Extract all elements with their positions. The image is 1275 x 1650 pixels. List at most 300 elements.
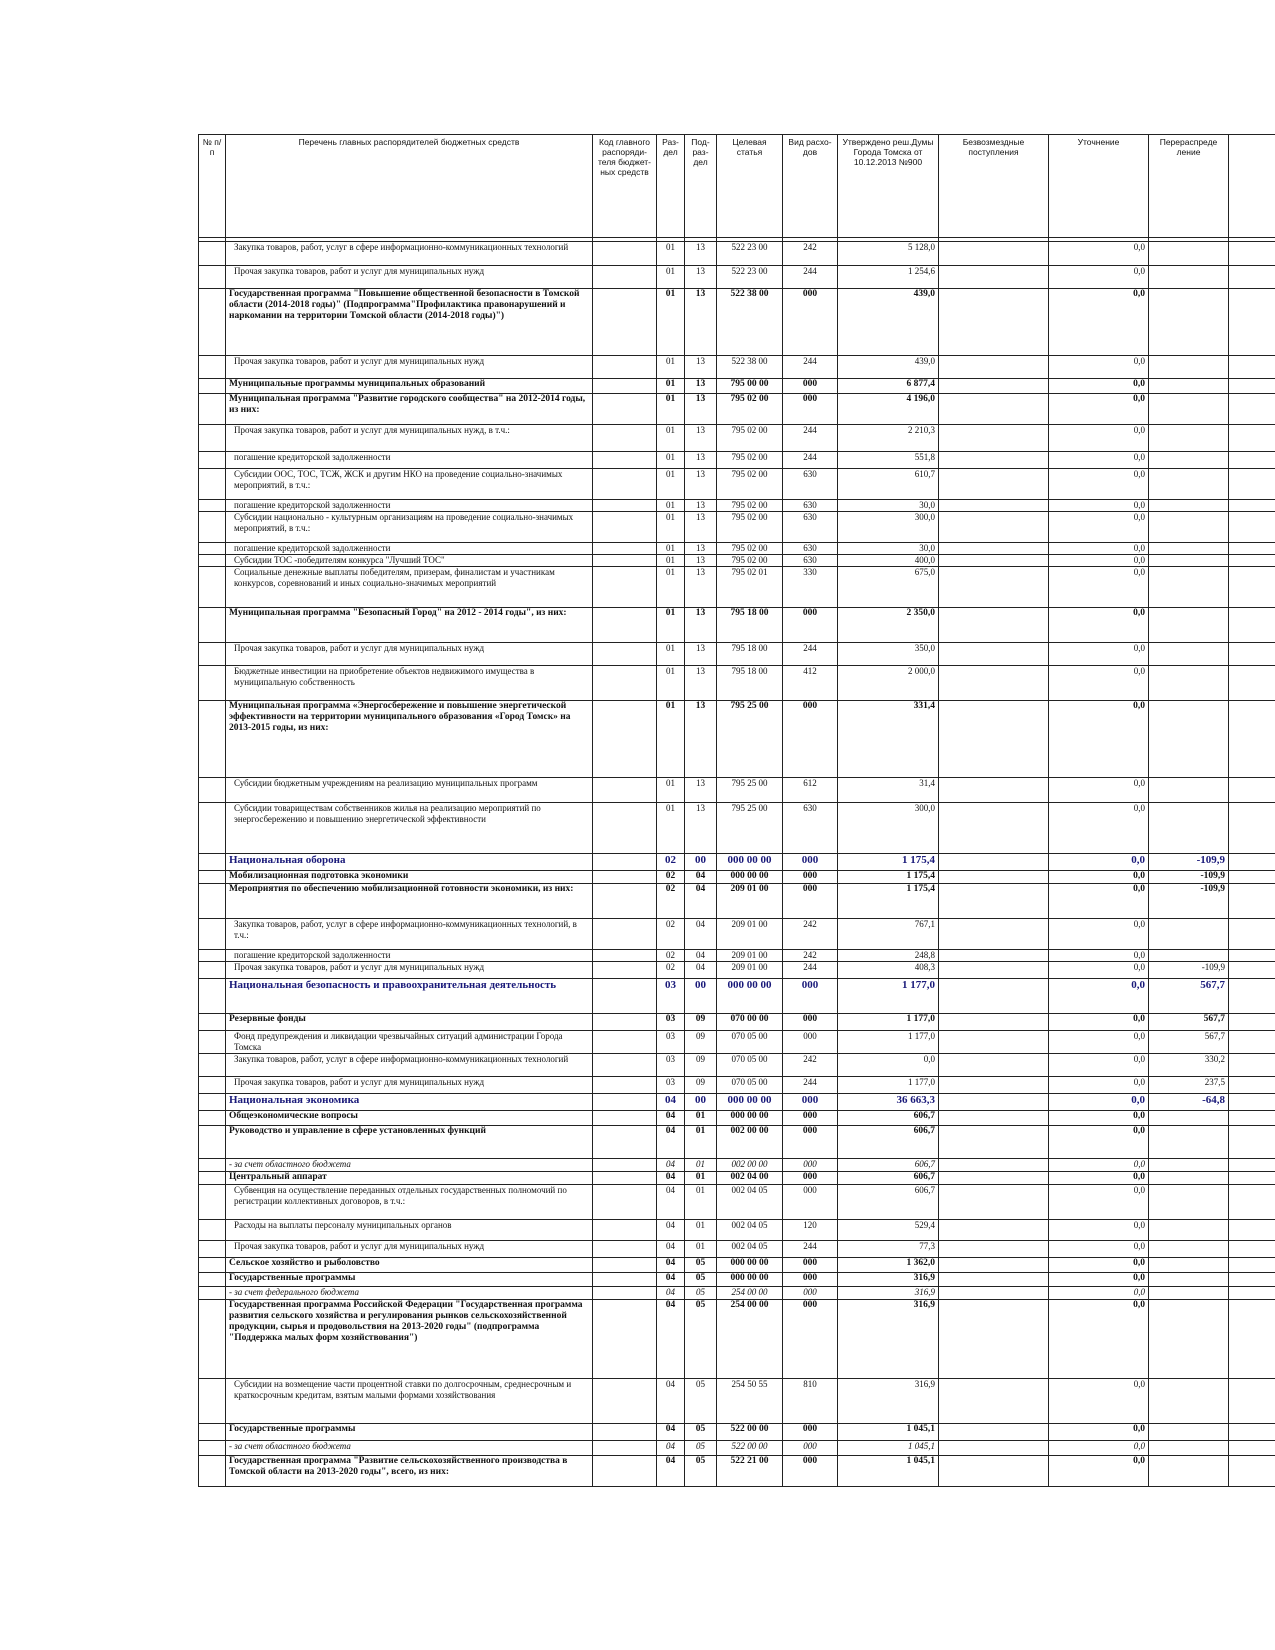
row-cs-code: 795 25 00 (717, 778, 783, 803)
row-name: Закупка товаров, работ, услуг в сфере информационно-коммуникационных технологий (226, 242, 593, 266)
table-body (199, 242, 1275, 1487)
row-approved-value: 606,7 (838, 1172, 939, 1185)
row-no (199, 394, 226, 425)
row-name: - за счет областного бюджета (226, 1159, 593, 1172)
row-pr-code: 13 (685, 701, 717, 778)
row-gratis-value (939, 425, 1049, 452)
row-gr-code (593, 289, 657, 356)
row-cs-code: 000 00 00 (717, 871, 783, 884)
row-pr-code: 13 (685, 803, 717, 854)
row-approved-value: 1 177,0 (838, 979, 939, 1014)
row-no (199, 1031, 226, 1054)
row-no (199, 1300, 226, 1379)
row-vr-code: 000 (783, 289, 838, 356)
row-redistr-value (1149, 608, 1229, 643)
row-gr-code (593, 555, 657, 567)
row-cs-code: 522 21 00 (717, 1456, 783, 1487)
row-redistr-value: 330,2 (1149, 1054, 1229, 1077)
row-name: Общеэкономические вопросы (226, 1111, 593, 1126)
row-refine-value: 0,0 (1049, 512, 1149, 543)
table-row (199, 1159, 1275, 1172)
row-gratis-value (939, 1241, 1049, 1258)
row-extra (1229, 512, 1275, 543)
row-refine-value: 0,0 (1049, 567, 1149, 608)
row-vr-code: 000 (783, 1094, 838, 1111)
row-name: Субсидии бюджетным учреждениям на реализацию муниципальных программ (226, 778, 593, 803)
row-pr-code: 05 (685, 1379, 717, 1424)
row-redistr-value (1149, 425, 1229, 452)
row-name: Государственные программы (226, 1424, 593, 1441)
table-row (199, 1094, 1275, 1111)
row-gratis-value (939, 979, 1049, 1014)
row-gratis-value (939, 1014, 1049, 1031)
row-refine-value: 0,0 (1049, 1126, 1149, 1159)
row-name: Руководство и управление в сфере установленных функций (226, 1126, 593, 1159)
row-rz-code: 01 (657, 379, 685, 394)
row-gr-code (593, 452, 657, 469)
row-approved-value: 400,0 (838, 555, 939, 567)
row-name: Прочая закупка товаров, работ и услуг для муниципальных нужд, в т.ч.: (226, 425, 593, 452)
row-name: Муниципальная программа «Энергосбережение и повышение энергетической эффективности на территории муниципального образования «Город Томск» на 2013-2015 годы, из них: (226, 701, 593, 778)
row-pr-code: 01 (685, 1159, 717, 1172)
row-cs-code: 795 18 00 (717, 608, 783, 643)
row-name: Государственная программа "Повышение общественной безопасности в Томской области (2014-2018 годы)" (Подпрограмма"Профилактика правонарушений и наркомании на территории Томской области (2014-2018 годы)") (226, 289, 593, 356)
row-refine-value: 0,0 (1049, 1185, 1149, 1220)
row-vr-code: 000 (783, 701, 838, 778)
row-rz-code: 03 (657, 1031, 685, 1054)
row-gr-code (593, 854, 657, 871)
row-gr-code (593, 1172, 657, 1185)
row-name: - за счет федерального бюджета (226, 1287, 593, 1300)
row-redistr-value (1149, 512, 1229, 543)
row-gratis-value (939, 1273, 1049, 1287)
row-cs-code: 522 23 00 (717, 266, 783, 289)
row-vr-code: 000 (783, 1287, 838, 1300)
table-row (199, 1077, 1275, 1094)
row-vr-code: 000 (783, 1111, 838, 1126)
row-redistr-value (1149, 289, 1229, 356)
row-refine-value: 0,0 (1049, 555, 1149, 567)
row-gr-code (593, 778, 657, 803)
row-name: Субсидии ТОС -победителям конкурса "Лучший ТОС" (226, 555, 593, 567)
row-redistr-value: -109,9 (1149, 962, 1229, 979)
row-extra (1229, 1172, 1275, 1185)
row-gr-code (593, 1111, 657, 1126)
row-no (199, 666, 226, 701)
row-gratis-value (939, 1220, 1049, 1241)
row-approved-value: 300,0 (838, 512, 939, 543)
row-name: - за счет областного бюджета (226, 1441, 593, 1456)
row-rz-code: 01 (657, 512, 685, 543)
row-no (199, 854, 226, 871)
table-row (199, 1300, 1275, 1379)
row-extra (1229, 919, 1275, 950)
row-extra (1229, 266, 1275, 289)
row-redistr-value (1149, 1241, 1229, 1258)
row-extra (1229, 778, 1275, 803)
row-extra (1229, 643, 1275, 666)
row-no (199, 1014, 226, 1031)
row-name: Расходы на выплаты персоналу муниципальных органов (226, 1220, 593, 1241)
row-rz-code: 04 (657, 1094, 685, 1111)
row-approved-value: 30,0 (838, 500, 939, 512)
row-vr-code: 000 (783, 1126, 838, 1159)
row-approved-value: 408,3 (838, 962, 939, 979)
row-cs-code: 209 01 00 (717, 884, 783, 919)
row-extra (1229, 1441, 1275, 1456)
row-approved-value: 606,7 (838, 1126, 939, 1159)
row-cs-code: 002 04 05 (717, 1185, 783, 1220)
row-no (199, 950, 226, 962)
row-refine-value: 0,0 (1049, 500, 1149, 512)
row-gratis-value (939, 1111, 1049, 1126)
row-gratis-value (939, 962, 1049, 979)
table-row (199, 512, 1275, 543)
row-approved-value: 1 177,0 (838, 1014, 939, 1031)
row-gratis-value (939, 289, 1049, 356)
row-vr-code: 000 (783, 1258, 838, 1273)
row-extra (1229, 1220, 1275, 1241)
row-gratis-value (939, 803, 1049, 854)
row-redistr-value (1149, 1273, 1229, 1287)
row-gratis-value (939, 1077, 1049, 1094)
row-approved-value: 0,0 (838, 1054, 939, 1077)
row-pr-code: 05 (685, 1300, 717, 1379)
row-refine-value: 0,0 (1049, 1287, 1149, 1300)
table-row (199, 643, 1275, 666)
table-row (199, 1185, 1275, 1220)
row-refine-value: 0,0 (1049, 289, 1149, 356)
row-refine-value: 0,0 (1049, 1031, 1149, 1054)
row-cs-code: 000 00 00 (717, 1273, 783, 1287)
row-gr-code (593, 1126, 657, 1159)
row-pr-code: 13 (685, 394, 717, 425)
row-vr-code: 120 (783, 1220, 838, 1241)
row-vr-code: 330 (783, 567, 838, 608)
row-refine-value: 0,0 (1049, 871, 1149, 884)
row-vr-code: 000 (783, 871, 838, 884)
row-name: погашение кредиторской задолженности (226, 543, 593, 555)
row-cs-code: 522 00 00 (717, 1424, 783, 1441)
row-pr-code: 05 (685, 1424, 717, 1441)
row-no (199, 1258, 226, 1273)
row-rz-code: 04 (657, 1287, 685, 1300)
row-refine-value: 0,0 (1049, 666, 1149, 701)
row-pr-code: 04 (685, 871, 717, 884)
row-gr-code (593, 1031, 657, 1054)
row-gratis-value (939, 608, 1049, 643)
row-cs-code: 522 23 00 (717, 242, 783, 266)
row-extra (1229, 1456, 1275, 1487)
row-redistr-value: 567,7 (1149, 1014, 1229, 1031)
row-name: Центральный аппарат (226, 1172, 593, 1185)
row-redistr-value (1149, 452, 1229, 469)
row-extra (1229, 543, 1275, 555)
row-rz-code: 04 (657, 1441, 685, 1456)
row-refine-value: 0,0 (1049, 803, 1149, 854)
row-vr-code: 000 (783, 1456, 838, 1487)
row-cs-code: 002 00 00 (717, 1159, 783, 1172)
row-vr-code: 244 (783, 356, 838, 379)
row-vr-code: 244 (783, 643, 838, 666)
row-gr-code (593, 962, 657, 979)
table-row (199, 1287, 1275, 1300)
table-row (199, 452, 1275, 469)
row-extra (1229, 1111, 1275, 1126)
row-vr-code: 000 (783, 394, 838, 425)
row-rz-code: 04 (657, 1258, 685, 1273)
row-gr-code (593, 608, 657, 643)
row-gratis-value (939, 884, 1049, 919)
row-extra (1229, 1014, 1275, 1031)
row-gratis-value (939, 1441, 1049, 1456)
row-name: Муниципальная программа "Безопасный Город" на 2012 - 2014 годы", из них: (226, 608, 593, 643)
row-no (199, 919, 226, 950)
row-name: Бюджетные инвестиции на приобретение объектов недвижимого имущества в муниципальную собственность (226, 666, 593, 701)
row-cs-code: 070 05 00 (717, 1054, 783, 1077)
table-row (199, 1126, 1275, 1159)
row-redistr-value (1149, 1456, 1229, 1487)
header-cs: Целевая статья (717, 135, 783, 238)
row-gratis-value (939, 1185, 1049, 1220)
row-gratis-value (939, 500, 1049, 512)
table-row (199, 394, 1275, 425)
row-cs-code: 522 38 00 (717, 289, 783, 356)
header-approved: Утверждено реш.Думы Города Томска от 10.12.2013 №900 (838, 135, 939, 238)
row-rz-code: 01 (657, 608, 685, 643)
row-pr-code: 13 (685, 643, 717, 666)
row-vr-code: 000 (783, 1300, 838, 1379)
row-gratis-value (939, 1159, 1049, 1172)
row-rz-code: 02 (657, 854, 685, 871)
row-name: Субсидии национально - культурным организациям на проведение социально-значимых мероприятий, в т.ч.: (226, 512, 593, 543)
row-refine-value: 0,0 (1049, 884, 1149, 919)
row-gratis-value (939, 643, 1049, 666)
row-refine-value: 0,0 (1049, 701, 1149, 778)
table-row (199, 1379, 1275, 1424)
row-no (199, 1185, 226, 1220)
row-approved-value: 1 175,4 (838, 854, 939, 871)
row-cs-code: 795 00 00 (717, 379, 783, 394)
row-approved-value: 439,0 (838, 356, 939, 379)
row-no (199, 543, 226, 555)
row-name: Мобилизационная подготовка экономики (226, 871, 593, 884)
row-pr-code: 00 (685, 854, 717, 871)
row-gratis-value (939, 512, 1049, 543)
row-refine-value: 0,0 (1049, 950, 1149, 962)
row-gr-code (593, 884, 657, 919)
row-name: Резервные фонды (226, 1014, 593, 1031)
row-gratis-value (939, 1126, 1049, 1159)
row-rz-code: 02 (657, 950, 685, 962)
row-redistr-value (1149, 1172, 1229, 1185)
row-rz-code: 01 (657, 500, 685, 512)
row-approved-value: 610,7 (838, 469, 939, 500)
row-redistr-value (1149, 469, 1229, 500)
row-name: Субсидии на возмещение части процентной ставки по долгосрочным, среднесрочным и краткосрочным кредитам, взятым малыми формами хозяйствования (226, 1379, 593, 1424)
row-redistr-value (1149, 500, 1229, 512)
row-cs-code: 209 01 00 (717, 919, 783, 950)
row-approved-value: 30,0 (838, 543, 939, 555)
row-gr-code (593, 242, 657, 266)
row-gratis-value (939, 871, 1049, 884)
row-rz-code: 03 (657, 1077, 685, 1094)
row-name: Субсидии ООС, ТОС, ТСЖ, ЖСК и другим НКО на проведение социально-значимых мероприятий, в т.ч.: (226, 469, 593, 500)
row-redistr-value (1149, 356, 1229, 379)
row-approved-value: 316,9 (838, 1300, 939, 1379)
row-vr-code: 244 (783, 962, 838, 979)
row-name: Муниципальная программа "Развитие городского сообщества" на 2012-2014 годы, из них: (226, 394, 593, 425)
row-gr-code (593, 1220, 657, 1241)
row-refine-value: 0,0 (1049, 469, 1149, 500)
row-no (199, 469, 226, 500)
row-rz-code: 01 (657, 778, 685, 803)
row-vr-code: 242 (783, 1054, 838, 1077)
row-pr-code: 01 (685, 1185, 717, 1220)
row-refine-value: 0,0 (1049, 1111, 1149, 1126)
row-approved-value: 316,9 (838, 1379, 939, 1424)
row-approved-value: 350,0 (838, 643, 939, 666)
row-vr-code: 244 (783, 452, 838, 469)
row-vr-code: 242 (783, 242, 838, 266)
row-pr-code: 05 (685, 1441, 717, 1456)
row-gr-code (593, 543, 657, 555)
row-gr-code (593, 1441, 657, 1456)
row-redistr-value (1149, 1126, 1229, 1159)
row-no (199, 884, 226, 919)
row-cs-code: 795 02 00 (717, 394, 783, 425)
row-pr-code: 13 (685, 512, 717, 543)
row-extra (1229, 1077, 1275, 1094)
row-pr-code: 01 (685, 1220, 717, 1241)
row-approved-value: 316,9 (838, 1287, 939, 1300)
row-rz-code: 03 (657, 979, 685, 1014)
row-cs-code: 795 02 00 (717, 555, 783, 567)
header-refine: Уточнение (1049, 135, 1149, 238)
row-vr-code: 000 (783, 1014, 838, 1031)
row-name: Субвенция на осуществление переданных отдельных государственных полномочий по регистрации коллективных договоров, в т.ч.: (226, 1185, 593, 1220)
row-pr-code: 13 (685, 778, 717, 803)
row-pr-code: 09 (685, 1054, 717, 1077)
row-refine-value: 0,0 (1049, 1241, 1149, 1258)
row-refine-value: 0,0 (1049, 1094, 1149, 1111)
row-gr-code (593, 1185, 657, 1220)
row-no (199, 803, 226, 854)
row-refine-value: 0,0 (1049, 379, 1149, 394)
row-rz-code: 04 (657, 1241, 685, 1258)
row-vr-code: 630 (783, 555, 838, 567)
row-approved-value: 1 362,0 (838, 1258, 939, 1273)
row-redistr-value (1149, 242, 1229, 266)
row-extra (1229, 555, 1275, 567)
row-extra (1229, 500, 1275, 512)
table-row (199, 242, 1275, 266)
row-no (199, 512, 226, 543)
row-refine-value: 0,0 (1049, 1172, 1149, 1185)
header-gratis: Безвозмездные поступления (939, 135, 1049, 238)
row-vr-code: 242 (783, 950, 838, 962)
row-approved-value: 316,9 (838, 1273, 939, 1287)
row-extra (1229, 1126, 1275, 1159)
row-gr-code (593, 1241, 657, 1258)
row-gratis-value (939, 1172, 1049, 1185)
row-no (199, 500, 226, 512)
row-gratis-value (939, 452, 1049, 469)
row-cs-code: 795 02 00 (717, 500, 783, 512)
table-row (199, 884, 1275, 919)
header-no: № п/п (199, 135, 226, 238)
row-refine-value: 0,0 (1049, 1379, 1149, 1424)
row-extra (1229, 1054, 1275, 1077)
row-rz-code: 04 (657, 1185, 685, 1220)
table-row (199, 608, 1275, 643)
row-refine-value: 0,0 (1049, 394, 1149, 425)
row-no (199, 962, 226, 979)
row-pr-code: 13 (685, 567, 717, 608)
row-no (199, 1456, 226, 1487)
row-gr-code (593, 379, 657, 394)
row-no (199, 1241, 226, 1258)
row-extra (1229, 1379, 1275, 1424)
row-extra (1229, 1287, 1275, 1300)
row-redistr-value (1149, 1159, 1229, 1172)
row-redistr-value: 237,5 (1149, 1077, 1229, 1094)
row-approved-value: 6 877,4 (838, 379, 939, 394)
row-gr-code (593, 1424, 657, 1441)
row-rz-code: 04 (657, 1220, 685, 1241)
row-no (199, 1054, 226, 1077)
row-pr-code: 01 (685, 1241, 717, 1258)
row-gratis-value (939, 778, 1049, 803)
row-pr-code: 05 (685, 1258, 717, 1273)
row-rz-code: 02 (657, 884, 685, 919)
row-redistr-value (1149, 950, 1229, 962)
row-gratis-value (939, 266, 1049, 289)
row-approved-value: 248,8 (838, 950, 939, 962)
row-name: Мероприятия по обеспечению мобилизационной готовности экономики, из них: (226, 884, 593, 919)
row-gratis-value (939, 1287, 1049, 1300)
row-refine-value: 0,0 (1049, 1258, 1149, 1273)
row-gr-code (593, 425, 657, 452)
row-gratis-value (939, 854, 1049, 871)
row-pr-code: 09 (685, 1031, 717, 1054)
row-cs-code: 070 05 00 (717, 1077, 783, 1094)
row-redistr-value: 567,7 (1149, 1031, 1229, 1054)
row-extra (1229, 701, 1275, 778)
row-approved-value: 606,7 (838, 1111, 939, 1126)
row-approved-value: 767,1 (838, 919, 939, 950)
row-rz-code: 02 (657, 919, 685, 950)
row-approved-value: 331,4 (838, 701, 939, 778)
table-row (199, 1014, 1275, 1031)
table-row (199, 1111, 1275, 1126)
header-vr: Вид расхо-дов (783, 135, 838, 238)
row-vr-code: 630 (783, 543, 838, 555)
row-cs-code: 795 02 00 (717, 469, 783, 500)
row-pr-code: 13 (685, 469, 717, 500)
row-pr-code: 13 (685, 666, 717, 701)
row-extra (1229, 1273, 1275, 1287)
row-refine-value: 0,0 (1049, 643, 1149, 666)
row-cs-code: 002 04 00 (717, 1172, 783, 1185)
row-name: погашение кредиторской задолженности (226, 950, 593, 962)
row-pr-code: 13 (685, 452, 717, 469)
row-vr-code: 810 (783, 1379, 838, 1424)
row-gr-code (593, 1014, 657, 1031)
row-vr-code: 000 (783, 1185, 838, 1220)
row-extra (1229, 1031, 1275, 1054)
row-redistr-value (1149, 1287, 1229, 1300)
